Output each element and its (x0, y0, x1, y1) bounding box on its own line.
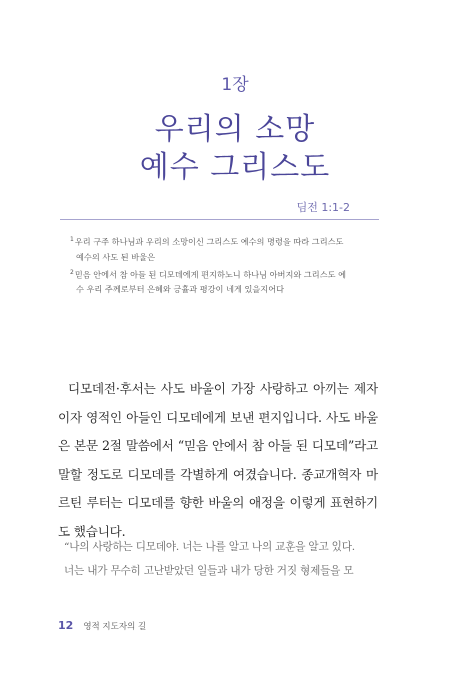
body-paragraph: 디모데전·후서는 사도 바울이 가장 사랑하고 아끼는 제자이자 영적인 아들인 디모데에게 보낸 편지입니다. 사도 바울은 본문 2절 말씀에서 “믿음 안에서 참 아들 된 디모데”라고 말할 정도로 디모데를 각별하게 여겼습니다. 종교개혁자 마르틴 루터는 디모데를 향한 바울의 애정을 이렇게 표현하기도 했습니다. (58, 381, 378, 539)
verse-text: 예수의 사도 된 바울은 (76, 251, 155, 262)
divider-line (60, 219, 379, 220)
book-title: 영적 지도자의 길 (83, 622, 147, 632)
verse-text: 우리 구주 하나님과 우리의 소망이신 그리스도 예수의 명령을 따라 그리스도 (74, 236, 344, 247)
chapter-title-line-1: 우리의 소망 (154, 112, 316, 147)
page-number: 12 (58, 619, 74, 632)
quote-line: 너는 내가 무수히 고난받았던 일들과 내가 당한 거짓 형제들을 모 (64, 565, 354, 577)
chapter-number: 1장 (221, 75, 249, 95)
verse-1 (70, 232, 375, 265)
chapter-title-line-2: 예수 그리스도 (139, 150, 331, 185)
scripture-passage (70, 232, 375, 297)
verse-2 (70, 265, 375, 298)
verse-text: 수 우리 주께로부터 은혜와 긍휼과 평강이 네게 있을지어다 (76, 284, 285, 295)
quote-block (64, 535, 376, 583)
quote-line: “나의 사랑하는 디모데야. 너는 나를 알고 나의 교훈을 알고 있다. (64, 541, 355, 553)
page-footer (58, 614, 146, 633)
scripture-reference: 딤전 1:1-2 (296, 201, 350, 214)
verse-number: 1 (70, 236, 74, 243)
verse-number: 2 (70, 268, 74, 276)
verse-text: 믿음 안에서 참 아들 된 디모데에게 편지하노니 하나님 아버지와 그리스도 예 (74, 269, 347, 280)
